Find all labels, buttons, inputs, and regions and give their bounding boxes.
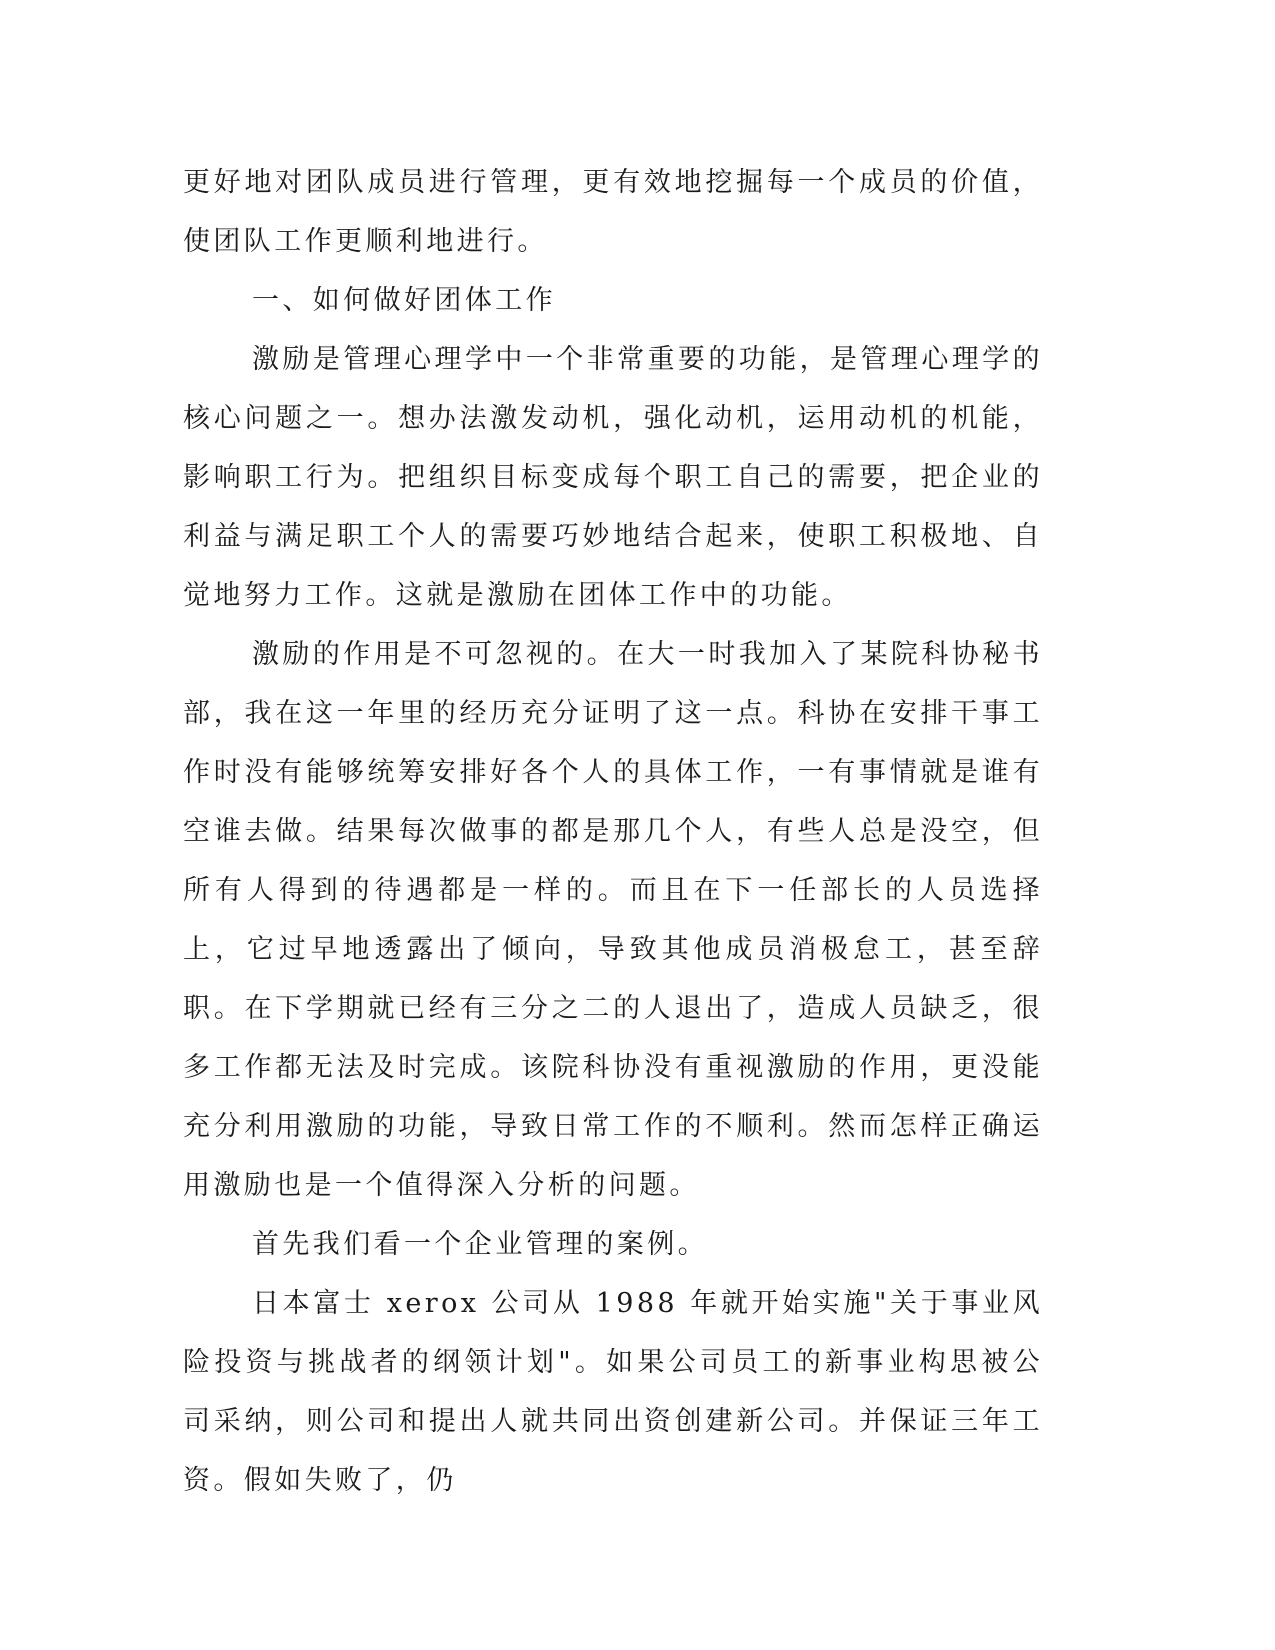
section-heading: 一、如何做好团体工作	[252, 285, 556, 316]
paragraph-5: 首先我们看一个企业管理的案例。	[252, 1229, 708, 1260]
paragraph-4: 激励的作用是不可忽视的。在大一时我加入了某院科协秘书部，我在这一年里的经历充分证明了这一点。科协在安排干事工作时没有能够统筹安排好各个人的具体工作，一有事情就是谁有空谁去做。结果每次做事的都是那几个人，有些人总是没空，但所有人得到的待遇都是一样的。而且在下一任部长的人员选择上，它过早地透露出了倾向，导致其他成员消极怠工，甚至辞职。在下学期就已经有三分之二的人退出了，造成人员缺乏，很多工作都无法及时完成。该院科协没有重视激励的作用，更没能充分利用激励的功能，导致日常工作的不顺利。然而怎样正确运用激励也是一个值得深入分析的问题。	[183, 639, 1043, 1201]
paragraph-6: 日本富士 xerox 公司从 1988 年就开始实施"关于事业风险投资与挑战者的纲领计划"。如果公司员工的新事业构思被公司采纳，则公司和提出人就共同出资创建新公司。并保证三年工资。假如失败了，仍	[183, 1288, 1043, 1496]
document-body	[183, 153, 1043, 1510]
paragraph-1: 更好地对团队成员进行管理，更有效地挖掘每一个成员的价值，使团队工作更顺利地进行。	[183, 167, 1043, 257]
paragraph-3: 激励是管理心理学中一个非常重要的功能，是管理心理学的核心问题之一。想办法激发动机，强化动机，运用动机的机能，影响职工行为。把组织目标变成每个职工自己的需要，把企业的利益与满足职工个人的需要巧妙地结合起来，使职工积极地、自觉地努力工作。这就是激励在团体工作中的功能。	[183, 344, 1043, 611]
